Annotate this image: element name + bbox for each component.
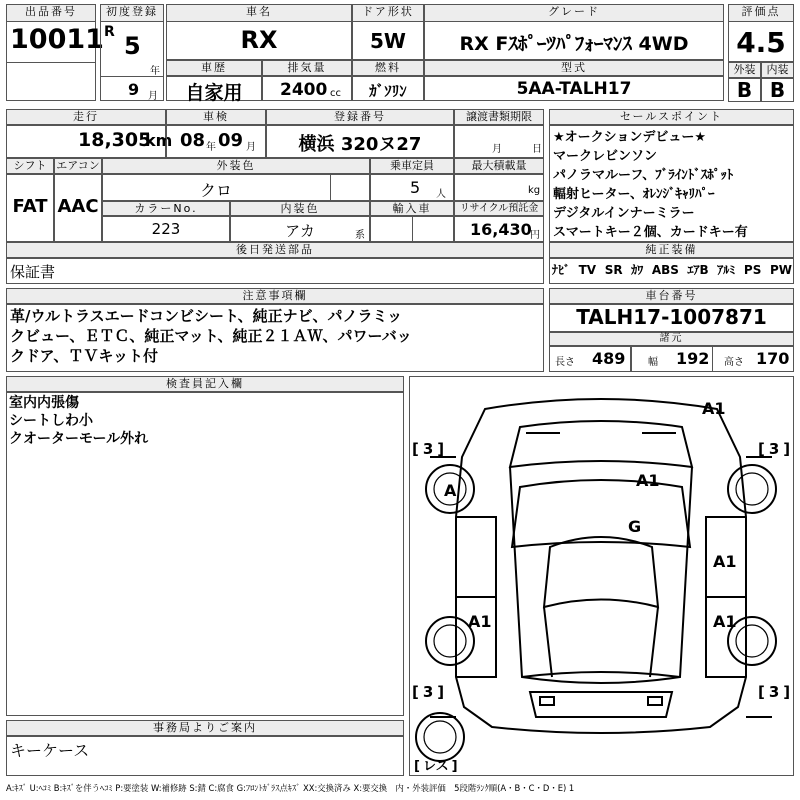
score-value: 4.5 (736, 26, 786, 59)
chassis-value: TALH17-1007871 (576, 305, 767, 329)
fuel-label: 燃料 (352, 60, 424, 76)
recycle-unit: 円 (530, 230, 540, 241)
recycle-label: リサイクル預託金 (454, 201, 544, 216)
reg-year: 5 (124, 32, 141, 60)
lot-label: 出品番号 (6, 4, 96, 22)
inspector-line: クオーターモール外れ (9, 431, 149, 447)
shift-value: FAT (12, 196, 48, 217)
legend: A:ｷｽﾞ U:ﾍｺﾐ B:ｷｽﾞを伴うﾍｺﾐ P:要塗装 W:補修跡 S:錆 C:腐食 G:ﾌﾛﾝﾄｶﾞﾗｽ点ｷｽﾞ XX:交換済み X:要交換 内・外装評価 5段階ﾗﾝｸ順(A・B・C・D・E) 1 (6, 783, 575, 793)
model-label: 型式 (424, 60, 724, 76)
sales-point-line: ★オークションデビュー★ (553, 130, 707, 145)
office-value: キーケース (10, 741, 90, 760)
reg-label: 初度登録 (100, 4, 164, 22)
mileage-label: 走行 (6, 109, 166, 125)
equip-item: PW (769, 263, 792, 277)
disp-unit: cc (330, 88, 341, 99)
mark-a1-rdoor: A1 (713, 552, 737, 571)
wid-value: 192 (676, 349, 710, 368)
sales-point-line: スマートキー２個、カードキー有 (553, 225, 748, 240)
reg-month: 9 (128, 80, 140, 99)
inspect-year-unit: 年 (206, 142, 216, 153)
tire-lf: [ 3 ] (412, 440, 445, 458)
sales-point-line: 輻射ヒーター、ｵﾚﾝｼﾞｷｬﾘﾊﾟｰ (553, 187, 715, 202)
recycle-value: 16,430 (470, 220, 532, 239)
equip-item: PS (743, 263, 762, 277)
mark-g-glass: G (628, 517, 642, 536)
equip-item: ｴｱB (687, 263, 709, 277)
equip-label: 純正装備 (549, 242, 794, 258)
later-label: 後日発送部品 (6, 242, 544, 258)
transfer-label: 譲渡書類期限 (454, 109, 544, 125)
later-cell (6, 258, 544, 284)
notes-label: 注意事項欄 (6, 288, 544, 304)
len-label: 長さ (555, 357, 575, 368)
hgt-value: 170 (756, 349, 790, 368)
mark-a1-ldoor: A1 (468, 612, 492, 631)
year-unit: 年 (150, 66, 160, 77)
hgt-label: 高さ (724, 357, 744, 368)
colorno-label: カラーNo. (102, 201, 230, 216)
import-label: 輸入車 (370, 201, 454, 216)
seats-label: 乗車定員 (370, 158, 454, 174)
model-value: 5AA-TALH17 (516, 79, 632, 99)
mileage-value: 18,305 (78, 129, 152, 151)
equip-item: ﾅﾋﾞ (552, 263, 571, 277)
transfer-month-unit: 月 (492, 144, 502, 155)
month-unit: 月 (148, 91, 158, 102)
ac-value: AAC (57, 196, 99, 217)
equip-item: ABS (651, 263, 679, 277)
wid-label: 幅 (648, 357, 658, 368)
tire-lr: [ 3 ] (412, 683, 445, 701)
colorno-value: 223 (151, 220, 181, 238)
equip-item: ｱﾙﾐ (717, 263, 736, 277)
intcolor-unit: 系 (355, 230, 365, 241)
plate-value: 横浜 320ヌ27 (298, 134, 422, 155)
equip-items (552, 262, 792, 278)
color-value: クロ (199, 181, 232, 200)
ext-label: 外装 (728, 62, 761, 78)
inspect-month-unit: 月 (246, 142, 256, 153)
sales-label: セールスポイント (549, 109, 794, 125)
notes-line: 革/ウルトラスエードコンビシート、純正ナビ、パノラミッ (10, 307, 403, 325)
inspect-year: 08 (180, 130, 206, 151)
intcolor-value: アカ (285, 222, 315, 240)
inspector-lines (9, 394, 148, 448)
ext-grade: B (736, 78, 753, 102)
inspect-label: 車検 (166, 109, 266, 125)
transfer-day-unit: 日 (532, 144, 542, 155)
ac-label: エアコン (54, 158, 102, 174)
mark-a-lfront: A (444, 481, 457, 500)
history-label: 車歴 (166, 60, 262, 76)
grade-label: グレード (424, 4, 724, 22)
intcolor-label: 内装色 (230, 201, 370, 216)
spec-label: 諸元 (549, 332, 794, 346)
car-name: RX (240, 26, 278, 54)
color-label: 外装色 (102, 158, 370, 174)
mark-a1-roof: A1 (636, 471, 660, 490)
seats-unit: 人 (436, 189, 446, 200)
sales-lines (553, 128, 748, 242)
load-label: 最大積載量 (454, 158, 544, 174)
int-grade: B (769, 78, 786, 102)
int-label: 内装 (761, 62, 794, 78)
seats-value: 5 (410, 178, 421, 197)
sales-point-line: マークレビンソン (553, 149, 658, 164)
carname-label: 車名 (166, 4, 352, 22)
shift-label: シフト (6, 158, 54, 174)
notes-line: クドア、ＴＶキット付 (10, 347, 159, 365)
equip-item: SR (604, 263, 623, 277)
spare-tire: [ レス ] (414, 759, 458, 774)
inspector-line: シートしわ小 (9, 413, 93, 429)
load-unit: kg (528, 185, 541, 196)
door-type: 5W (370, 29, 406, 53)
office-label: 事務局よりご案内 (6, 720, 404, 736)
disp-label: 排気量 (262, 60, 352, 76)
len-value: 489 (592, 349, 626, 368)
car-outline (410, 377, 793, 775)
equip-item: TV (578, 263, 597, 277)
inspector-label: 検査員記入欄 (6, 376, 404, 392)
plate-label: 登録番号 (266, 109, 454, 125)
inspector-line: 室内内張傷 (9, 395, 79, 411)
sales-point-line: デジタルインナーミラー (553, 206, 695, 221)
lot-number: 10011 (10, 24, 104, 55)
tire-rf: [ 3 ] (758, 440, 791, 458)
sales-point-line: パノラマルーフ、ﾌﾞﾗｲﾝﾄﾞｽﾎﾟｯﾄ (553, 168, 734, 183)
import-sub (412, 216, 454, 242)
fuel-value: ｶﾞｿﾘﾝ (369, 82, 407, 100)
score-label: 評価点 (728, 4, 794, 22)
color-sub (330, 174, 370, 201)
grade-value: RX Fｽﾎﾟｰﾂﾊﾟﾌｫｰﾏﾝｽ 4WD (459, 33, 689, 55)
notes-line: クビュー、ＥＴＣ、純正マット、純正２１ＡＷ、パワーバッ (10, 327, 412, 345)
reg-era: R (104, 24, 115, 40)
notes-lines (10, 306, 412, 366)
damage-diagram (409, 376, 794, 776)
mileage-unit: km (145, 131, 173, 150)
history-value: 自家用 (185, 82, 243, 104)
later-value: 保証書 (10, 263, 56, 281)
lot-sub (6, 62, 96, 101)
equip-item: ｶﾜ (631, 263, 644, 277)
tire-rr: [ 3 ] (758, 683, 791, 701)
chassis-label: 車台番号 (549, 288, 794, 304)
door-label: ドア形状 (352, 4, 424, 22)
disp-value: 2400 (280, 80, 328, 100)
inspect-month: 09 (218, 130, 244, 151)
mark-a1-front: A1 (702, 399, 726, 418)
mark-a1-rrear: A1 (713, 612, 737, 631)
